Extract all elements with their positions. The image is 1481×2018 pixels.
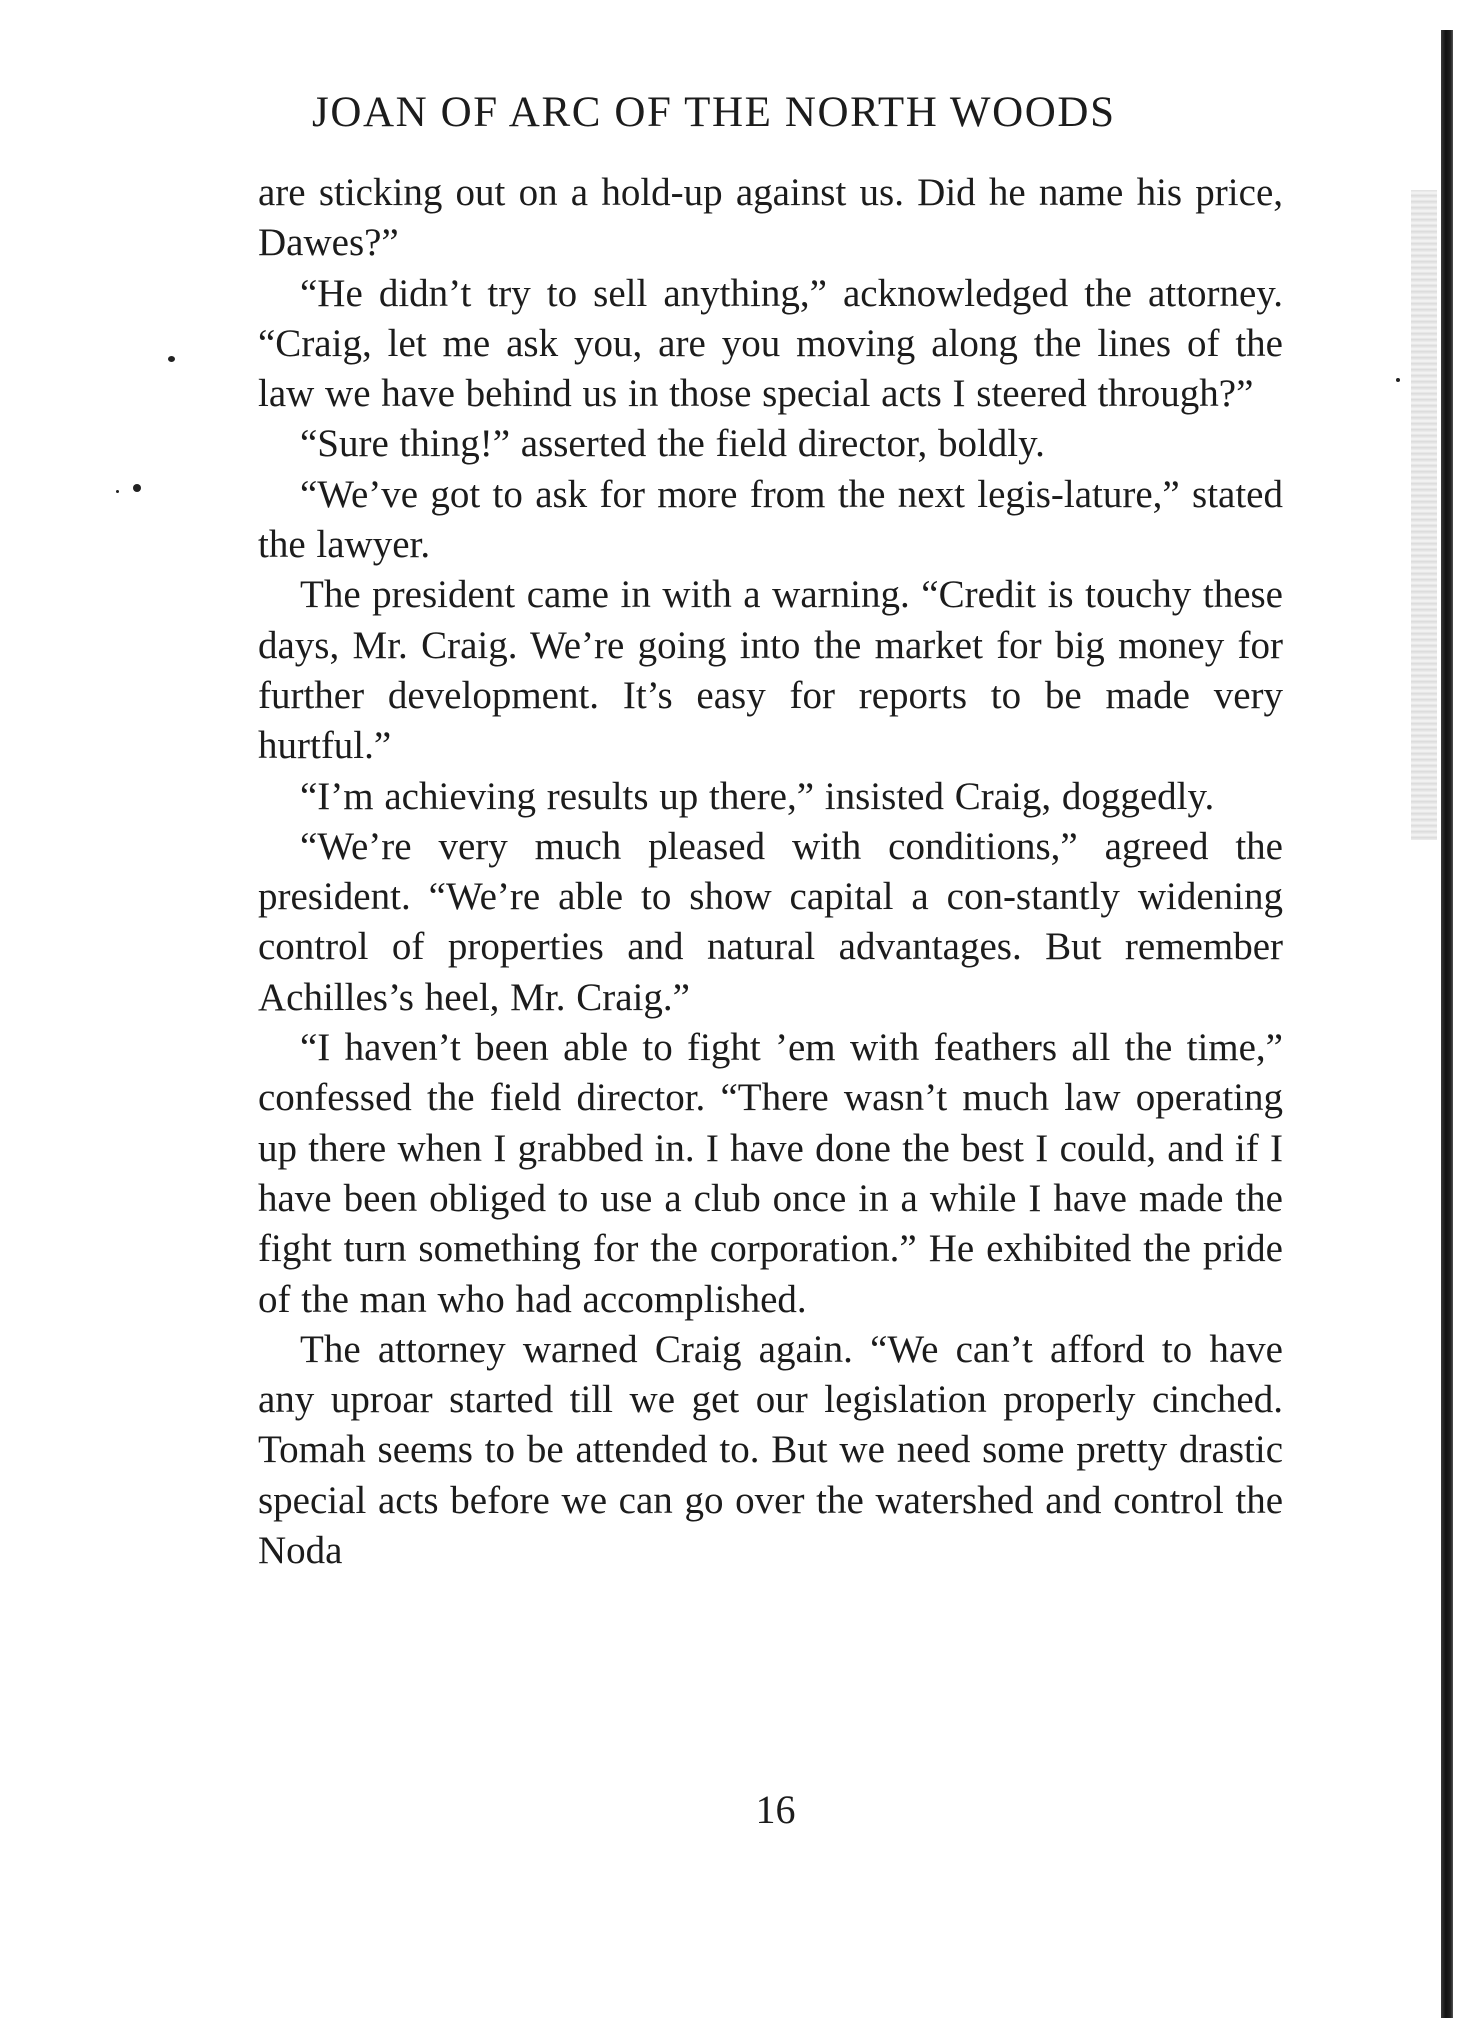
binding-texture	[1411, 190, 1437, 840]
binding-edge-shadow	[1441, 30, 1453, 2018]
paragraph: “I’m achieving results up there,” insisted Craig, doggedly.	[300, 774, 1215, 818]
ink-speck	[116, 490, 119, 493]
ink-speck	[168, 356, 175, 362]
ink-speck	[1396, 378, 1400, 382]
paragraph: “He didn’t try to sell anything,” acknowledged the attorney. “Craig, let me ask you, are you moving along the lines of the law we have behind us in those special acts I steered through?”	[258, 271, 1283, 416]
paragraph: are sticking out on a hold-up against us. Did he name his price, Dawes?”	[258, 171, 1283, 265]
paragraph: “I haven’t been able to fight ’em with feathers all the time,” confessed the field director. “There wasn’t much law operating up there when I grabbed in. I have done the best I could, and if I have been obliged to use a club once in a while I have made the fight turn something for the corporation.” He exhibited the pride of the man who had accomplished.	[258, 1026, 1283, 1321]
body-text	[258, 168, 1283, 1576]
paragraph: “We’ve got to ask for more from the next legis-lature,” stated the lawyer.	[258, 472, 1283, 567]
paragraph: “We’re very much pleased with conditions,” agreed the president. “We’re able to show capital a con-stantly widening control of properties and natural advantages. But remember Achilles’s heel, Mr. Craig.”	[258, 824, 1283, 1019]
paragraph: The president came in with a warning. “Credit is touchy these days, Mr. Craig. We’re going into the market for big money for further development. It’s easy for reports to be made very hurtful.”	[258, 573, 1283, 768]
page-number: 16	[755, 1787, 796, 1832]
running-header: JOAN OF ARC OF THE NORTH WOODS	[312, 89, 1116, 136]
ink-speck	[133, 484, 141, 492]
paragraph: “Sure thing!” asserted the field director, boldly.	[300, 422, 1045, 466]
paragraph: The attorney warned Craig again. “We can’t afford to have any uproar started till we get our legislation properly cinched. Tomah seems to be attended to. But we need some pretty drastic special acts before we can go over the watershed and control the Noda	[258, 1327, 1283, 1573]
